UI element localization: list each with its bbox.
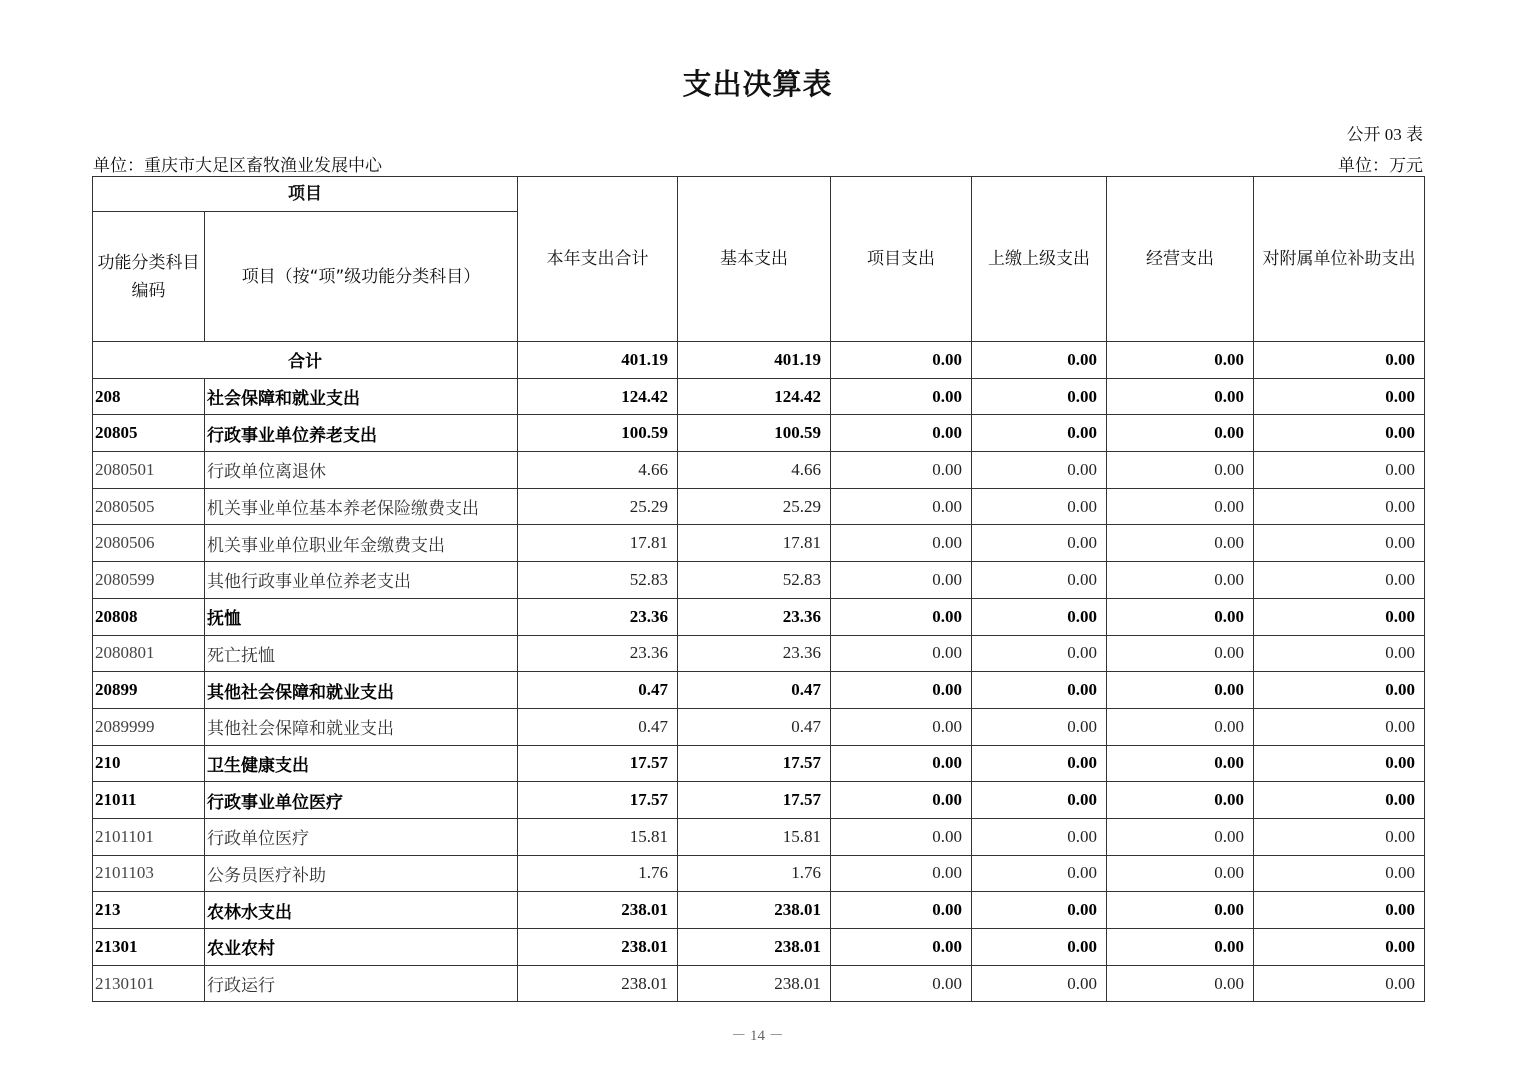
row-value-cell: 0.00 [1254, 929, 1425, 966]
expenditure-table [92, 176, 1425, 1002]
row-value-cell: 238.01 [678, 929, 831, 966]
row-value-cell: 23.36 [518, 635, 678, 672]
table-row [93, 782, 1425, 819]
table-row [93, 818, 1425, 855]
row-value-cell: 0.00 [1254, 745, 1425, 782]
row-value-cell: 0.00 [1254, 892, 1425, 929]
row-value-cell: 0.00 [972, 452, 1107, 489]
table-row [93, 525, 1425, 562]
row-value-cell: 0.00 [831, 452, 972, 489]
row-value-cell: 238.01 [678, 892, 831, 929]
row-name: 机关事业单位职业年金缴费支出 [205, 525, 518, 562]
row-name: 行政事业单位医疗 [205, 782, 518, 819]
row-name: 公务员医疗补助 [205, 855, 518, 892]
row-value-cell: 0.00 [1254, 782, 1425, 819]
header-name: 项目（按“项”级功能分类科目） [205, 212, 518, 342]
row-value-cell: 0.00 [1254, 598, 1425, 635]
row-name: 行政单位医疗 [205, 818, 518, 855]
row-name: 行政事业单位养老支出 [205, 415, 518, 452]
row-value-cell: 23.36 [518, 598, 678, 635]
row-value-cell: 0.00 [972, 378, 1107, 415]
row-value-cell: 0.00 [1107, 782, 1254, 819]
row-value-cell: 0.00 [831, 855, 972, 892]
table-row [93, 708, 1425, 745]
row-value-cell: 238.01 [518, 965, 678, 1002]
row-value-cell: 0.00 [972, 892, 1107, 929]
row-value-cell: 124.42 [518, 378, 678, 415]
header-basic: 基本支出 [678, 177, 831, 342]
total-cell: 0.00 [1107, 342, 1254, 379]
row-value-cell: 0.00 [831, 378, 972, 415]
row-value-cell: 0.00 [1107, 929, 1254, 966]
row-code: 213 [93, 892, 205, 929]
row-value-cell: 0.00 [1107, 855, 1254, 892]
table-row [93, 562, 1425, 599]
row-value-cell: 0.00 [831, 929, 972, 966]
row-value-cell: 15.81 [518, 818, 678, 855]
row-value-cell: 0.00 [1107, 452, 1254, 489]
table-row [93, 929, 1425, 966]
row-value-cell: 0.00 [1107, 635, 1254, 672]
header-project: 项目支出 [831, 177, 972, 342]
table-row [93, 745, 1425, 782]
row-value-cell: 17.57 [678, 745, 831, 782]
row-value-cell: 0.00 [831, 782, 972, 819]
row-value-cell: 0.00 [831, 488, 972, 525]
total-cell: 401.19 [678, 342, 831, 379]
row-value-cell: 0.00 [1107, 598, 1254, 635]
row-value-cell: 0.00 [1254, 855, 1425, 892]
row-value-cell: 0.00 [972, 635, 1107, 672]
row-value-cell: 17.57 [518, 745, 678, 782]
total-cell: 401.19 [518, 342, 678, 379]
table-row [93, 892, 1425, 929]
header-upper: 上缴上级支出 [972, 177, 1107, 342]
row-name: 行政单位离退休 [205, 452, 518, 489]
row-name: 农林水支出 [205, 892, 518, 929]
row-name: 其他社会保障和就业支出 [205, 672, 518, 709]
row-code: 20808 [93, 598, 205, 635]
row-value-cell: 0.00 [1107, 708, 1254, 745]
row-value-cell: 0.00 [972, 929, 1107, 966]
total-label: 合计 [93, 342, 518, 379]
row-value-cell: 0.00 [972, 562, 1107, 599]
row-value-cell: 1.76 [518, 855, 678, 892]
row-value-cell: 0.00 [1254, 635, 1425, 672]
row-value-cell: 0.00 [1107, 965, 1254, 1002]
row-value-cell: 0.00 [1107, 378, 1254, 415]
row-value-cell: 0.00 [1107, 672, 1254, 709]
row-value-cell: 238.01 [518, 929, 678, 966]
total-cell: 0.00 [831, 342, 972, 379]
row-value-cell: 0.47 [678, 708, 831, 745]
row-value-cell: 0.00 [831, 415, 972, 452]
row-code: 2101103 [93, 855, 205, 892]
row-value-cell: 100.59 [678, 415, 831, 452]
row-value-cell: 0.00 [1107, 488, 1254, 525]
row-value-cell: 0.00 [831, 818, 972, 855]
row-value-cell: 0.47 [518, 708, 678, 745]
row-value-cell: 0.00 [972, 818, 1107, 855]
row-value-cell: 0.00 [1254, 488, 1425, 525]
row-value-cell: 17.57 [678, 782, 831, 819]
table-row [93, 598, 1425, 635]
row-value-cell: 0.00 [1107, 892, 1254, 929]
table-row [93, 672, 1425, 709]
row-value-cell: 23.36 [678, 598, 831, 635]
table-row [93, 452, 1425, 489]
row-code: 2101101 [93, 818, 205, 855]
row-code: 2080505 [93, 488, 205, 525]
row-value-cell: 0.00 [972, 488, 1107, 525]
row-code: 20805 [93, 415, 205, 452]
row-value-cell: 0.00 [972, 708, 1107, 745]
table-row [93, 415, 1425, 452]
total-row [93, 342, 1425, 379]
row-value-cell: 15.81 [678, 818, 831, 855]
row-value-cell: 25.29 [518, 488, 678, 525]
row-code: 21301 [93, 929, 205, 966]
header-code: 功能分类科目编码 [93, 212, 205, 342]
row-value-cell: 52.83 [518, 562, 678, 599]
row-code: 2080506 [93, 525, 205, 562]
row-value-cell: 0.00 [831, 562, 972, 599]
row-value-cell: 17.57 [518, 782, 678, 819]
row-code: 208 [93, 378, 205, 415]
row-name: 机关事业单位基本养老保险缴费支出 [205, 488, 518, 525]
row-code: 2080599 [93, 562, 205, 599]
row-value-cell: 0.47 [678, 672, 831, 709]
row-value-cell: 0.00 [1254, 708, 1425, 745]
row-value-cell: 23.36 [678, 635, 831, 672]
row-code: 2080501 [93, 452, 205, 489]
row-value-cell: 0.00 [1254, 378, 1425, 415]
row-value-cell: 0.47 [518, 672, 678, 709]
table-row [93, 635, 1425, 672]
table-row [93, 378, 1425, 415]
row-value-cell: 0.00 [831, 745, 972, 782]
row-name: 其他社会保障和就业支出 [205, 708, 518, 745]
row-value-cell: 0.00 [1254, 672, 1425, 709]
row-value-cell: 0.00 [831, 598, 972, 635]
row-value-cell: 238.01 [678, 965, 831, 1002]
row-value-cell: 0.00 [831, 965, 972, 1002]
row-value-cell: 0.00 [1107, 745, 1254, 782]
row-value-cell: 0.00 [831, 672, 972, 709]
total-cell: 0.00 [1254, 342, 1425, 379]
header-total: 本年支出合计 [518, 177, 678, 342]
row-name: 卫生健康支出 [205, 745, 518, 782]
row-code: 210 [93, 745, 205, 782]
row-value-cell: 0.00 [1254, 452, 1425, 489]
table-row [93, 855, 1425, 892]
row-value-cell: 0.00 [831, 525, 972, 562]
row-value-cell: 0.00 [831, 892, 972, 929]
header-item-group: 项目 [93, 177, 518, 212]
row-value-cell: 0.00 [1254, 525, 1425, 562]
row-value-cell: 17.81 [678, 525, 831, 562]
row-value-cell: 0.00 [831, 635, 972, 672]
row-name: 其他行政事业单位养老支出 [205, 562, 518, 599]
row-value-cell: 0.00 [1107, 525, 1254, 562]
row-value-cell: 4.66 [518, 452, 678, 489]
row-name: 抚恤 [205, 598, 518, 635]
row-value-cell: 238.01 [518, 892, 678, 929]
row-name: 行政运行 [205, 965, 518, 1002]
row-value-cell: 0.00 [1254, 818, 1425, 855]
row-name: 死亡抚恤 [205, 635, 518, 672]
row-name: 社会保障和就业支出 [205, 378, 518, 415]
row-value-cell: 0.00 [972, 965, 1107, 1002]
row-value-cell: 0.00 [1107, 415, 1254, 452]
row-value-cell: 0.00 [1107, 818, 1254, 855]
page-number: － 14 － [731, 1028, 784, 1044]
header-business: 经营支出 [1107, 177, 1254, 342]
row-value-cell: 124.42 [678, 378, 831, 415]
row-value-cell: 0.00 [1107, 562, 1254, 599]
unit-currency: 单位：万元 [1338, 156, 1423, 175]
row-value-cell: 0.00 [972, 745, 1107, 782]
page-title: 支出决算表 [682, 67, 833, 101]
row-name: 农业农村 [205, 929, 518, 966]
table-row [93, 488, 1425, 525]
total-cell: 0.00 [972, 342, 1107, 379]
row-value-cell: 0.00 [1254, 965, 1425, 1002]
row-value-cell: 0.00 [972, 782, 1107, 819]
row-value-cell: 0.00 [972, 855, 1107, 892]
row-code: 21011 [93, 782, 205, 819]
row-code: 20899 [93, 672, 205, 709]
row-value-cell: 0.00 [831, 708, 972, 745]
row-code: 2089999 [93, 708, 205, 745]
unit-organization: 单位：重庆市大足区畜牧渔业发展中心 [93, 156, 382, 175]
row-value-cell: 0.00 [972, 598, 1107, 635]
row-value-cell: 25.29 [678, 488, 831, 525]
table-row [93, 965, 1425, 1002]
row-code: 2130101 [93, 965, 205, 1002]
form-number: 公开 03 表 [1346, 125, 1423, 144]
header-subsidy: 对附属单位补助支出 [1254, 177, 1425, 342]
row-value-cell: 1.76 [678, 855, 831, 892]
row-value-cell: 4.66 [678, 452, 831, 489]
row-value-cell: 100.59 [518, 415, 678, 452]
row-value-cell: 0.00 [972, 525, 1107, 562]
row-value-cell: 52.83 [678, 562, 831, 599]
row-value-cell: 0.00 [1254, 415, 1425, 452]
row-value-cell: 0.00 [1254, 562, 1425, 599]
row-value-cell: 0.00 [972, 415, 1107, 452]
row-value-cell: 17.81 [518, 525, 678, 562]
row-value-cell: 0.00 [972, 672, 1107, 709]
row-code: 2080801 [93, 635, 205, 672]
